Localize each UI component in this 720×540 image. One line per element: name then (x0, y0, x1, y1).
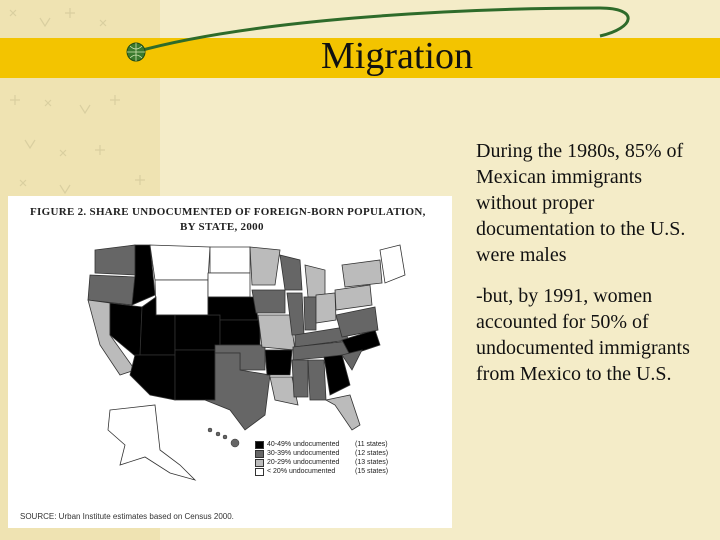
legend-count: (13 states) (355, 459, 389, 466)
legend-item (255, 458, 395, 467)
body-paragraph-1: During the 1980s, 85% of Mexican immigrants without proper documentation to the U.S. were males (476, 140, 686, 266)
figure-source: SOURCE: Urban Institute estimates based on Census 2000. (20, 512, 234, 521)
map-legend (255, 440, 395, 476)
legend-count: (12 states) (355, 450, 389, 457)
legend-item (255, 467, 395, 476)
body-paragraph-2: -but, by 1991, women accounted for 50% of undocumented immigrants from Mexico to the U.S. (476, 285, 690, 385)
figure-title-line1: FIGURE 2. SHARE UNDOCUMENTED OF FOREIGN-BORN POPULATION, (30, 206, 426, 218)
hawaii-map (205, 425, 245, 450)
legend-swatch (255, 441, 264, 449)
legend-label: 30-39% undocumented (267, 450, 340, 457)
figure-title (30, 205, 440, 235)
slide-body-text (476, 138, 706, 402)
legend-item (255, 449, 395, 458)
legend-swatch (255, 450, 264, 458)
alaska-map (100, 395, 210, 490)
figure-title-line2: BY STATE, 2000 (180, 221, 264, 233)
legend-label: 40-49% undocumented (267, 441, 340, 448)
slide-title: Migration (321, 35, 473, 77)
legend-label: < 20% undocumented (267, 468, 336, 475)
legend-count: (11 states) (355, 441, 388, 448)
legend-item (255, 440, 395, 449)
legend-label: 20-29% undocumented (267, 459, 340, 466)
legend-count: (15 states) (355, 468, 389, 475)
legend-swatch (255, 459, 264, 467)
legend-swatch (255, 468, 264, 476)
